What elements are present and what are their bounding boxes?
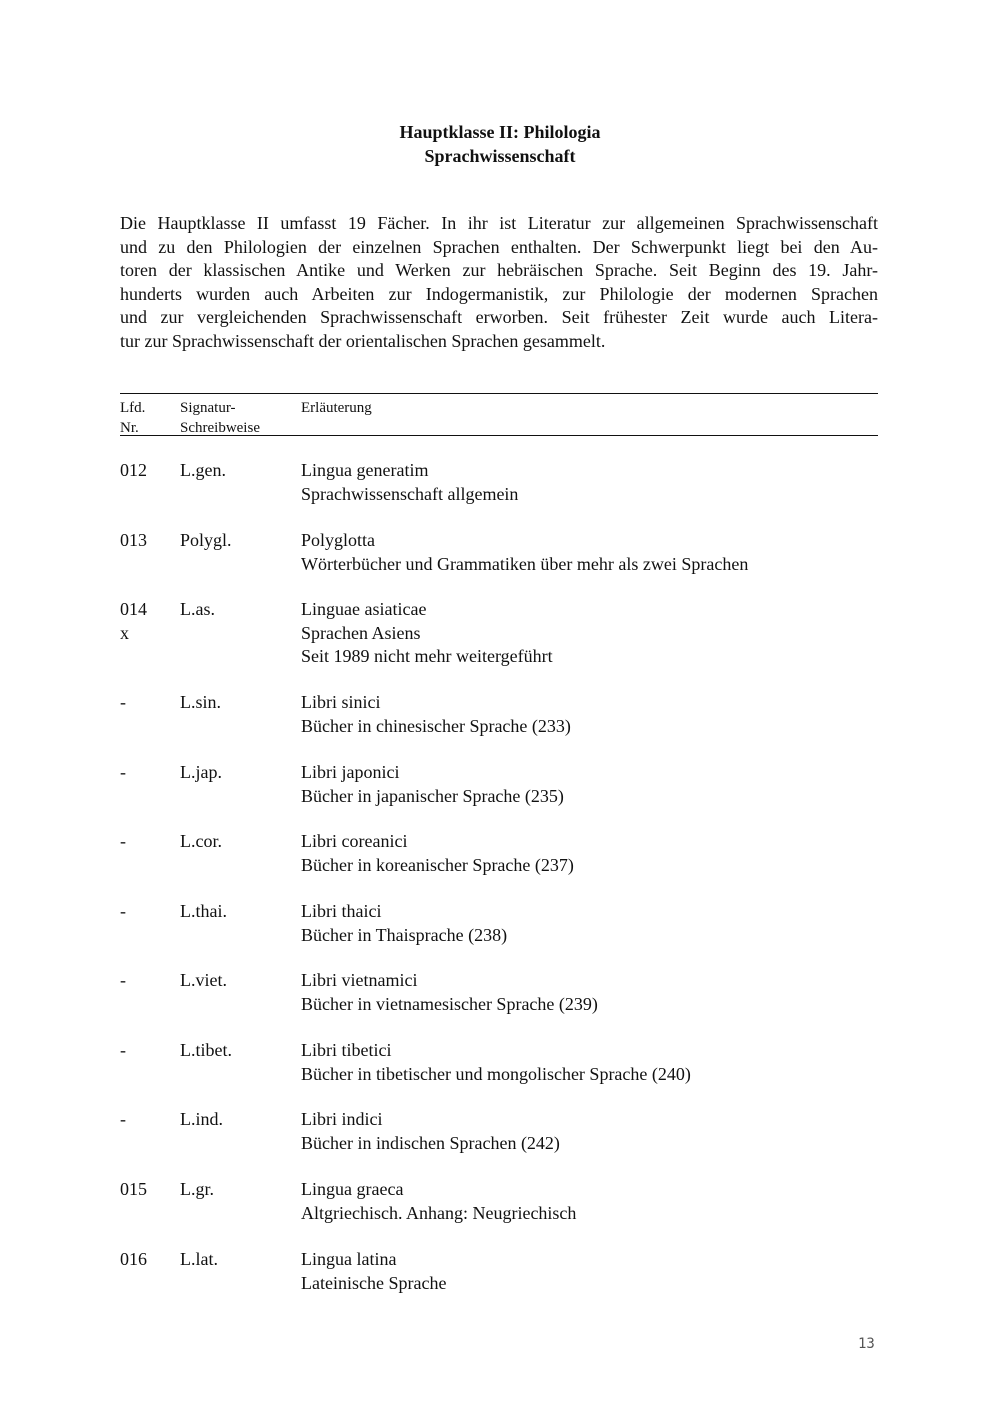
- row-number-text: -: [120, 1109, 126, 1129]
- header-text: Lfd.: [120, 400, 146, 416]
- row-description-line: Lingua graeca: [301, 1179, 404, 1199]
- row-signature: L.thai.: [180, 901, 227, 921]
- row-description-line: Libri vietnamici: [301, 970, 418, 990]
- row-number: [120, 1108, 175, 1132]
- row-number-text: -: [120, 692, 126, 712]
- row-description: [301, 598, 901, 669]
- row-description-line: Libri japonici: [301, 762, 400, 782]
- intro-line: toren der klassischen Antike und Werken zur hebräischen Sprache. Seit Beginn des 19. Jahr-: [120, 260, 878, 280]
- row-number: [120, 969, 175, 993]
- row-number-text: 013: [120, 530, 147, 550]
- row-description-line: Libri thaici: [301, 901, 382, 921]
- row-number-text: 015: [120, 1179, 147, 1199]
- row-number-text: 014: [120, 599, 147, 619]
- row-description: [301, 761, 901, 808]
- row-number: [120, 459, 175, 483]
- row-description-line: Bücher in indischen Sprachen (242): [301, 1132, 560, 1153]
- row-number-text: -: [120, 901, 126, 921]
- row-description-line: Libri tibetici: [301, 1040, 392, 1060]
- row-description-line: Linguae asiaticae: [301, 599, 427, 619]
- row-description-line: Bücher in vietnamesischer Sprache (239): [301, 993, 598, 1014]
- row-description-line: Altgriechisch. Anhang: Neugriechisch: [301, 1202, 577, 1223]
- row-number-text: 016: [120, 1249, 147, 1269]
- row-description: [301, 1039, 901, 1086]
- intro-line: hunderts wurden auch Arbeiten zur Indogermanistik, zur Philologie der modernen Sprachen: [120, 283, 878, 304]
- row-signature: L.sin.: [180, 692, 222, 712]
- header-erlaeuterung: [301, 398, 372, 418]
- intro-line: Die Hauptklasse II umfasst 19 Fächer. In ihr ist Literatur zur allgemeinen Sprachwissenschaft: [120, 213, 878, 233]
- row-signature: L.tibet.: [180, 1040, 232, 1060]
- row-description: [301, 900, 901, 947]
- table-header-rule: [120, 435, 878, 436]
- table-top-rule: [120, 393, 878, 394]
- row-number: [120, 1248, 175, 1272]
- row-description: [301, 969, 901, 1016]
- row-number-mark: x: [120, 622, 129, 643]
- row-signature: L.lat.: [180, 1249, 218, 1269]
- header-text: Signatur-: [180, 400, 236, 416]
- row-signature: L.jap.: [180, 762, 222, 782]
- row-number-text: -: [120, 1040, 126, 1060]
- row-number-text: 012: [120, 460, 147, 480]
- row-description-line: Lingua latina: [301, 1249, 397, 1269]
- page-title: Hauptklasse II: Philologia: [399, 122, 601, 142]
- intro-line: tur zur Sprachwissenschaft der orientalischen Sprachen gesammelt.: [120, 330, 606, 351]
- row-description-line: Sprachen Asiens: [301, 622, 421, 643]
- header-text: Nr.: [120, 420, 139, 436]
- header-signatur: [180, 398, 260, 438]
- row-description-line: Bücher in tibetischer und mongolischer Sprache (240): [301, 1063, 691, 1084]
- header-text: Schreibweise: [180, 420, 260, 436]
- row-description-line: Bücher in Thaisprache (238): [301, 924, 508, 945]
- page-number: 13: [858, 1336, 875, 1352]
- row-description: [301, 1178, 901, 1225]
- row-signature: L.viet.: [180, 970, 227, 990]
- page-subtitle: Sprachwissenschaft: [424, 146, 576, 166]
- intro-line: und zur vergleichenden Sprachwissenschaft erworben. Seit frühester Zeit wurde auch Litera-: [120, 307, 878, 327]
- row-description-line: Sprachwissenschaft allgemein: [301, 483, 519, 504]
- row-number-text: -: [120, 970, 126, 990]
- row-number: [120, 830, 175, 854]
- row-description-line: Lingua generatim: [301, 460, 429, 480]
- row-number: [120, 598, 175, 645]
- row-description: [301, 1248, 901, 1295]
- row-description-line: Bücher in japanischer Sprache (235): [301, 785, 564, 806]
- header-lfd-nr: [120, 398, 145, 438]
- intro-line: und zu den Philologien der einzelnen Sprachen enthalten. Der Schwerpunkt liegt bei den Au-: [120, 236, 878, 257]
- row-signature: L.cor.: [180, 831, 222, 851]
- row-signature: L.as.: [180, 599, 215, 619]
- row-description-line: Libri indici: [301, 1109, 383, 1129]
- row-description-line: Bücher in koreanischer Sprache (237): [301, 854, 574, 875]
- row-description: [301, 459, 901, 506]
- row-description-line: Lateinische Sprache: [301, 1272, 447, 1293]
- row-number-text: -: [120, 762, 126, 782]
- row-description-line: Libri sinici: [301, 692, 381, 712]
- row-description: [301, 529, 901, 576]
- row-number: [120, 900, 175, 924]
- row-number: [120, 1039, 175, 1063]
- row-description-line: Seit 1989 nicht mehr weitergeführt: [301, 646, 553, 666]
- row-number: [120, 761, 175, 785]
- row-number: [120, 691, 175, 715]
- row-signature: L.ind.: [180, 1109, 223, 1129]
- row-description-line: Bücher in chinesischer Sprache (233): [301, 715, 571, 736]
- row-signature: L.gen.: [180, 460, 226, 480]
- row-signature: Polygl.: [180, 530, 232, 550]
- row-description-line: Polyglotta: [301, 530, 376, 550]
- row-description-line: Wörterbücher und Grammatiken über mehr als zwei Sprachen: [301, 553, 749, 574]
- row-description: [301, 691, 901, 738]
- row-description-line: Libri coreanici: [301, 831, 408, 851]
- row-description: [301, 1108, 901, 1155]
- row-signature: L.gr.: [180, 1179, 214, 1199]
- header-text: Erläuterung: [301, 400, 372, 416]
- row-description: [301, 830, 901, 877]
- row-number: [120, 1178, 175, 1202]
- row-number-text: -: [120, 831, 126, 851]
- intro-paragraph: [120, 212, 878, 353]
- row-number: [120, 529, 175, 553]
